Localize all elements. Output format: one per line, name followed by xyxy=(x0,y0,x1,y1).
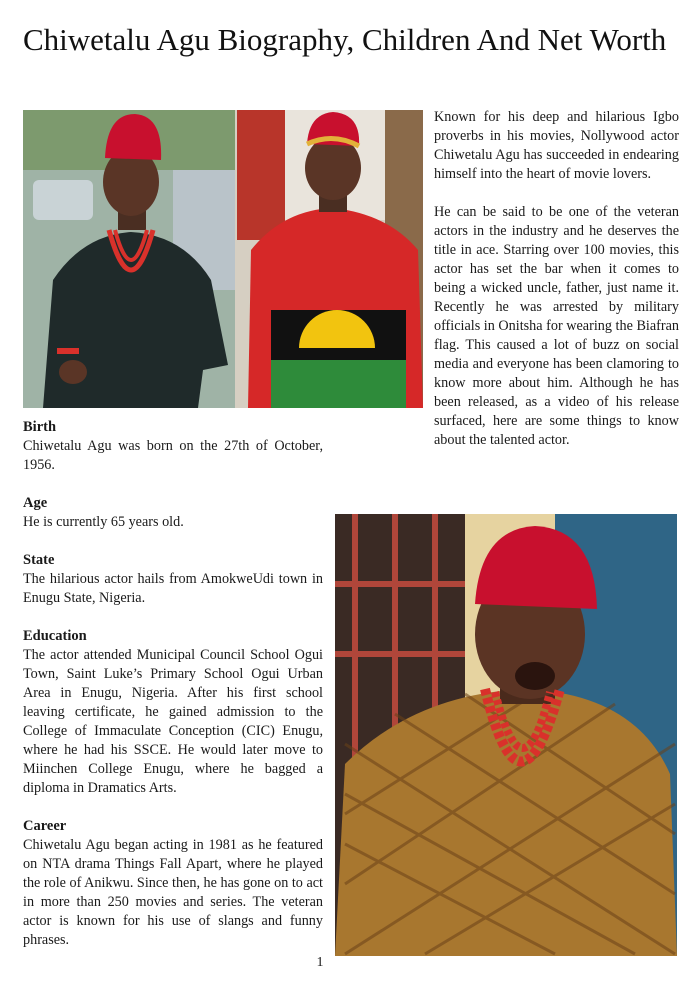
section-heading: State xyxy=(23,552,55,568)
page-number: 1 xyxy=(316,955,324,970)
actor-photo-collage xyxy=(23,110,423,408)
intro-text-column xyxy=(434,108,679,450)
intro-paragraph-1: Known for his deep and hilarious Igbo proverbs in his movies, Nollywood actor Chiwetalu Agu has succeeded in endearing himself into the heart of movie lovers. xyxy=(434,109,679,182)
actor-portrait-photo xyxy=(335,514,677,956)
section-text: Chiwetalu Agu was born on the 27th of October, 1956. xyxy=(23,438,323,473)
section-text: He is currently 65 years old. xyxy=(23,514,184,530)
section-heading: Career xyxy=(23,818,67,834)
section-heading: Birth xyxy=(23,419,57,435)
section-heading: Age xyxy=(23,495,48,511)
collage-image xyxy=(23,110,423,408)
section-age xyxy=(23,494,323,532)
intro-paragraph-2: He can be said to be one of the veteran actors in the industry and he deserves the title in ace. Starring over 100 movies, this actor has set the bar when it comes to being a wicked uncle, father, just name it. Recently he was arrested by military officials in Onitsha for wearing the Biafran flag. This caused a lot of buzz on social media and everyone has been clamoring to know more about him. Although he has been released, as a video of his release surfaced, here are some things to know about the talented actor. xyxy=(434,204,679,448)
page-title: Chiwetalu Agu Biography, Children And Net Worth xyxy=(23,22,667,57)
section-career xyxy=(23,817,323,950)
section-education xyxy=(23,627,323,798)
section-text: The actor attended Municipal Council School Ogui Town, Saint Luke’s Primary School Ogui Urban Area in Enugu, Nigeria. After his first school leaving certificate, he gained admission to the College of Immaculate Conception (CIC) Enugu, where he had his SSCE. He would later move to Miinchen College Enugu, where he bagged a diploma in Dramatics Arts. xyxy=(23,647,323,796)
bio-sections xyxy=(23,418,323,969)
portrait-image xyxy=(335,514,677,956)
section-heading: Education xyxy=(23,628,87,644)
section-state xyxy=(23,551,323,608)
section-text: Chiwetalu Agu began acting in 1981 as he featured on NTA drama Things Fall Apart, where he played the role of Anikwu. Since then, he has gone on to act in more than 250 movies and series. The veteran actor is known for his use of slangs and funny phrases. xyxy=(23,837,323,948)
section-birth xyxy=(23,418,323,475)
section-text: The hilarious actor hails from AmokweUdi town in Enugu State, Nigeria. xyxy=(23,571,323,606)
